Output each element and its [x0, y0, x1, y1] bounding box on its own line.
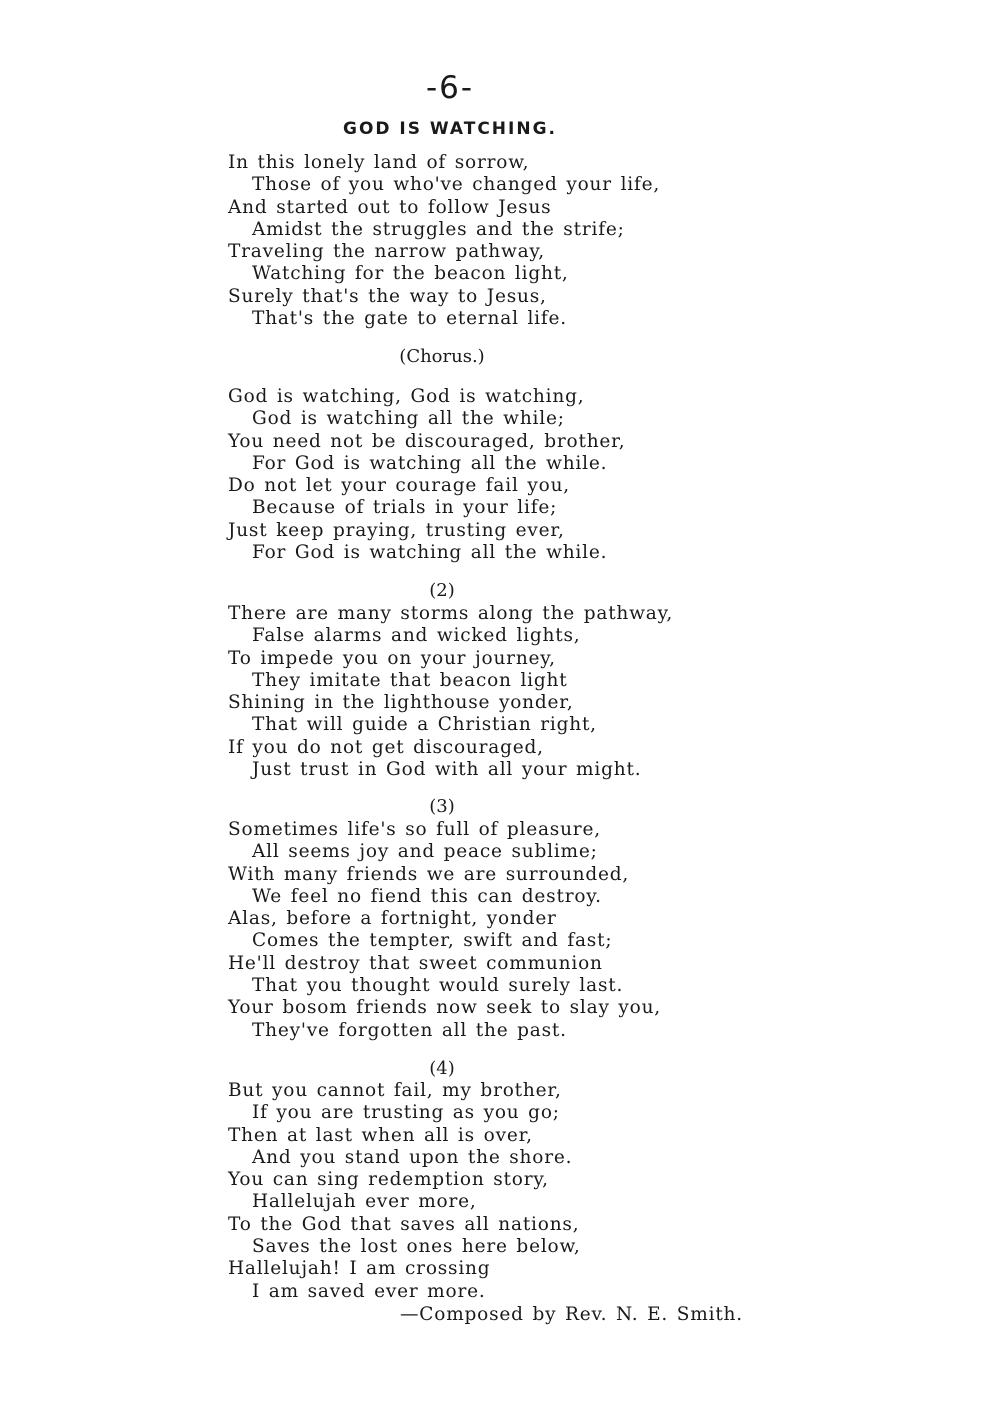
verse-2-label: (2)	[429, 580, 455, 601]
verse-line: Your bosom friends now seek to slay you,	[228, 997, 661, 1019]
verse-3	[228, 819, 788, 1042]
verse-line: Just trust in God with all your might.	[252, 759, 642, 781]
verse-line: He'll destroy that sweet communion	[228, 952, 603, 974]
chorus	[228, 386, 788, 564]
chorus-line: For God is watching all the while.	[252, 542, 608, 564]
verse-line: Watching for the beacon light,	[252, 263, 569, 285]
verse-line: If you are trusting as you go;	[252, 1102, 560, 1124]
verse-line: There are many storms along the pathway,	[228, 603, 674, 624]
verse-line: Traveling the narrow pathway,	[228, 241, 545, 263]
verse-line: To impede you on your journey,	[228, 647, 556, 669]
chorus-line: Just keep praying, trusting ever,	[228, 519, 565, 541]
verse-line: That's the gate to eternal life.	[252, 308, 567, 330]
verse-line: But you cannot fail, my brother,	[228, 1080, 562, 1101]
verse-line: Surely that's the way to Jesus,	[228, 285, 547, 307]
chorus-line: Do not let your courage fail you,	[228, 475, 570, 497]
verse-line: And you stand upon the shore.	[252, 1146, 573, 1168]
verse-line: Sometimes life's so full of pleasure,	[228, 819, 601, 840]
chorus-line: Because of trials in your life;	[252, 497, 558, 519]
verse-line: Saves the lost ones here below,	[252, 1236, 581, 1258]
chorus-line: God is watching all the while;	[252, 408, 565, 430]
verse-4	[228, 1080, 788, 1303]
verse-line: In this lonely land of sorrow,	[228, 152, 530, 173]
verse-line: To the God that saves all nations,	[228, 1213, 580, 1235]
verse-line: Hallelujah! I am crossing	[228, 1258, 491, 1280]
verse-line: With many friends we are surrounded,	[228, 863, 630, 885]
composer-credit: —Composed by Rev. N. E. Smith.	[400, 1304, 743, 1325]
verse-line: Shining in the lighthouse yonder,	[228, 692, 574, 714]
verse-line: Those of you who've changed your life,	[252, 174, 661, 196]
verse-line: Hallelujah ever more,	[252, 1191, 477, 1213]
verse-3-label: (3)	[429, 796, 455, 817]
verse-line: That will guide a Christian right,	[252, 714, 597, 736]
verse-line: They imitate that beacon light	[252, 669, 568, 691]
verse-line: Alas, before a fortnight, yonder	[228, 908, 557, 930]
chorus-line: For God is watching all the while.	[252, 452, 608, 474]
verse-line: False alarms and wicked lights,	[252, 625, 581, 647]
chorus-label: (Chorus.)	[399, 346, 485, 367]
verse-line: They've forgotten all the past.	[252, 1019, 567, 1041]
verse-line: That you thought would surely last.	[252, 975, 624, 997]
page-number: -6-	[425, 70, 475, 106]
verse-line: And started out to follow Jesus	[228, 196, 552, 218]
verse-1	[228, 152, 788, 330]
chorus-line: God is watching, God is watching,	[228, 386, 585, 407]
verse-line: Then at last when all is over,	[228, 1124, 533, 1146]
page-title: GOD IS WATCHING.	[342, 119, 557, 139]
verse-4-label: (4)	[429, 1058, 455, 1079]
verse-2	[228, 603, 788, 781]
chorus-line: You need not be discouraged, brother,	[228, 430, 626, 452]
verse-line: Amidst the struggles and the strife;	[252, 218, 625, 240]
verse-line: You can sing redemption story,	[228, 1169, 549, 1191]
verse-line: Comes the tempter, swift and fast;	[252, 930, 613, 952]
verse-line: If you do not get discouraged,	[228, 736, 544, 758]
verse-line: All seems joy and peace sublime;	[252, 841, 598, 863]
verse-line: We feel no fiend this can destroy.	[252, 885, 602, 907]
verse-line: I am saved ever more.	[252, 1280, 486, 1302]
